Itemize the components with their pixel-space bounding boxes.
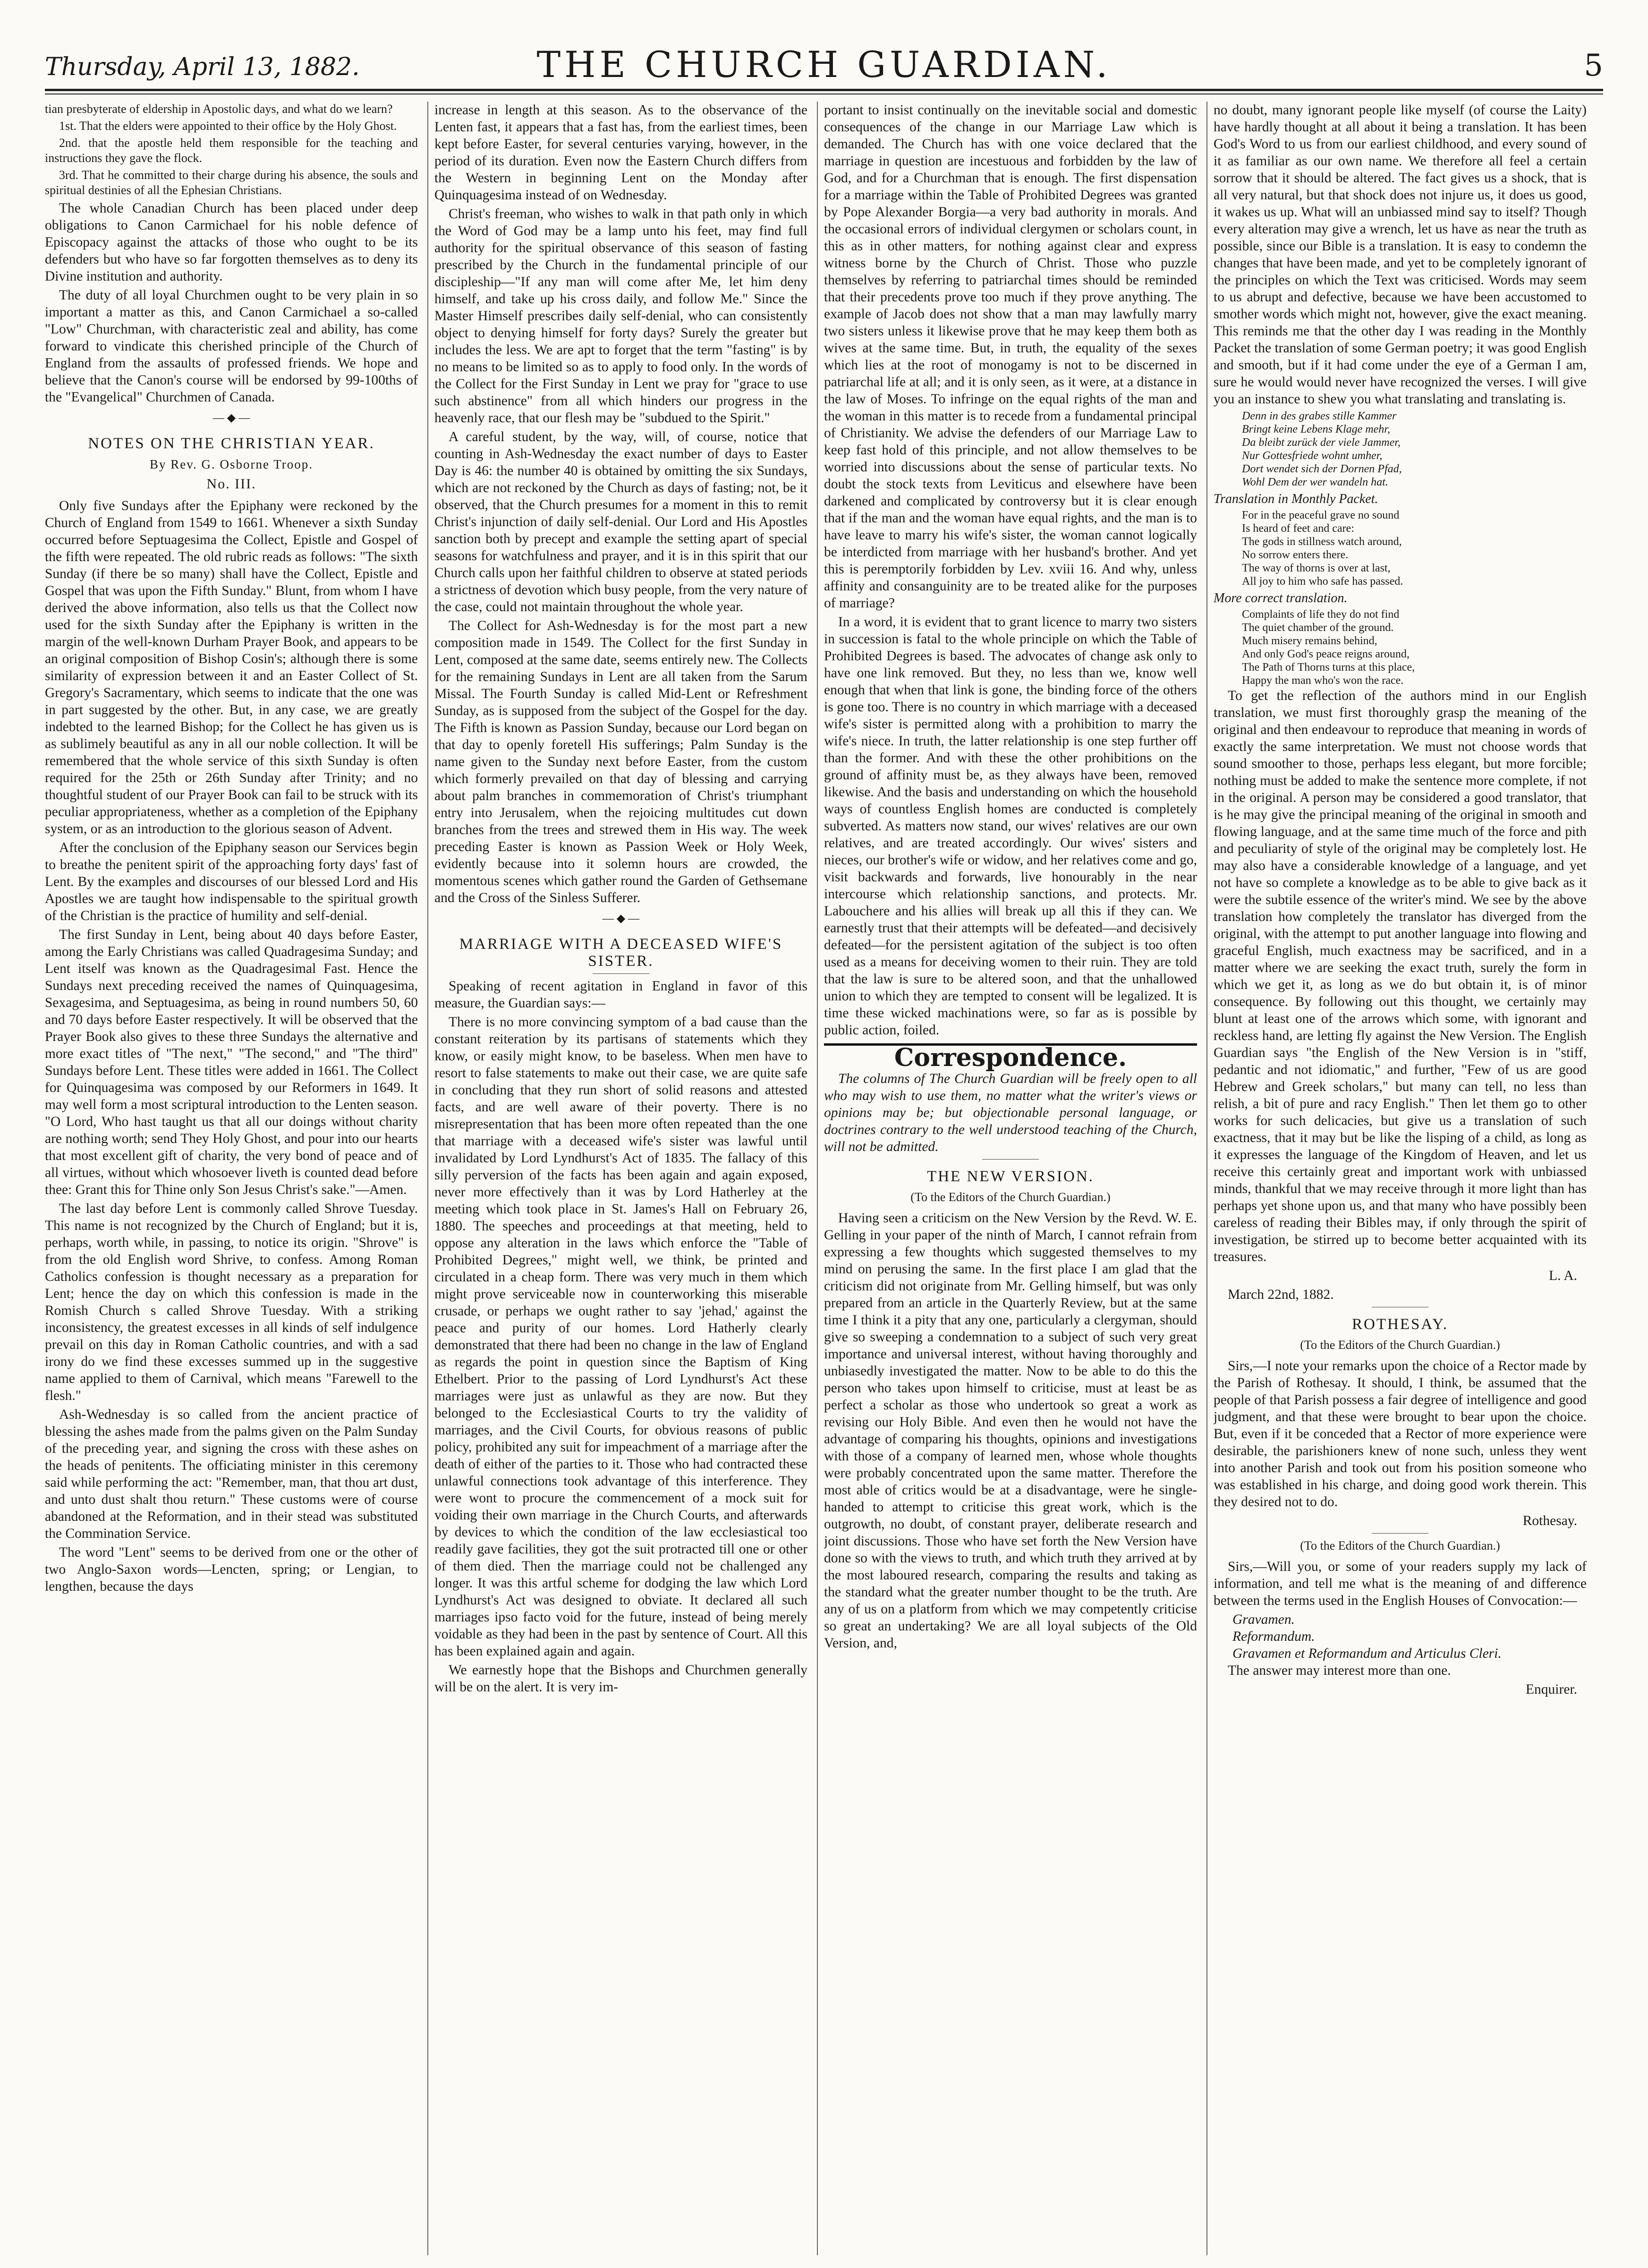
signature: Enquirer. <box>1526 1682 1577 1697</box>
page-number: 5 <box>1584 48 1603 83</box>
paragraph: Sirs,—Will you, or some of your readers supply my lack of information, and tell me what is the meaning of and difference between the terms used in the English Houses of Convocation:— <box>1214 1559 1587 1608</box>
paragraph: Only five Sundays after the Epiphany were reckoned by the Church of England from 1549 to 1661. Whenever a sixth Sunday occurred before Septuagesima the Collect, Epistle and Gospel of the fifth were repeated. The old rubric reads as follows: "The sixth Sunday (if there be so many) shall have the Collect, Epistle and Gospel that was upon the Fifth Sunday." Blunt, from whom I have derived the above information, also tells us that the Collect now used for the sixth Sunday after the Epiphany is written in the margin of the well-known Durham Prayer Book, and appears to be an original composition of Bishop Cosin's; although there is some similarity of expression between it and an Easter Collect of St. Gregory's Sacramentary, which seems to indicate that the one was in part suggested by the other. But, in any case, we are greatly indebted to the learned Bishop; for the Collect he has given us is as sublimely beautiful as any in all our noble collection. It will be remembered that the whole service of this sixth Sunday is often required for the 25th or 26th Sunday after Trinity; and no thoughtful student of our Prayer Book can fail to be struck with its peculiar appropriateness, whether as a completion of the Epiphany system, or as an introduction to the glorious season of Advent. <box>45 498 418 836</box>
paragraph: We earnestly hope that the Bishops and Churchmen generally will be on the alert. It is very im- <box>434 1663 807 1695</box>
column-1 <box>45 102 418 2255</box>
signature: L. A. <box>1549 1268 1577 1283</box>
divider <box>1372 1533 1428 1534</box>
ornament: — ◆ — <box>602 912 640 925</box>
paragraph: Speaking of recent agitation in England in favor of this measure, the Guardian says:— <box>434 979 807 1011</box>
byline: By Rev. G. Osborne Troop. <box>149 457 314 471</box>
paragraph: no doubt, many ignorant people like myself (of course the Laity) have hardly thought at all about it being a translation. It has been God's Word to us from our earliest childhood, and every sound of it as familiar as our own name. We therefore all feel a certain sorrow that it should be altered. The fact gives us a shock, that is all very natural, but that shock does not injure us, it does us good, it wakes us up. What will an unbiassed mind say to itself? Though every alteration may give a wrench, let us have as near the truth as possible, since our Bible is a translation. It is easy to condemn the changes that have been made, and yet to be completely ignorant of the principles on which the Text was criticised. Words may seem to us abrupt and defective, because we have been accustomed to smother words which might not, however, give the exact meaning. This reminds me that the other day I was reading in the Monthly Packet the translation of some German poetry; it was good English and smooth, but if it had come under the eye of a German I am, sure he would would never have recognized the verses. I will give you an instance to shew you what translating and translating is. <box>1214 102 1587 407</box>
point-3: 3rd. That he committed to their charge during his absence, the souls and spiritual destinies of all the Ephesian Christians. <box>45 168 418 197</box>
paragraph: There is no more convincing symptom of a bad cause than the constant reiteration by its partisans of statements which they know, or easily might know, to be baseless. When men have to resort to false statements to make out their case, we are quite safe in concluding that they run short of solid reasons and attested facts, and are well aware of their poverty. There is no misrepresentation that has been more often repeated than the one that marriage with a deceased wife's sister was lawful until invalidated by Lord Lyndhurst's Act of 1835. The fallacy of this silly perversion of the facts has been again and again exposed, never more effectively than it was by Lord Hatherley at the meeting which took place in St. James's Hall on February 26, 1880. The speeches and proceedings at that meeting, held to oppose any alteration in the laws which enforce the "Table of Prohibited Degrees," might well, we think, be printed and circulated in a cheap form. There was very much in them which might prove serviceable now in counterworking this miserable crusade, or perhaps we ought rather to say 'jehad,' against the peace and purity of our homes. Lord Hatherly clearly demonstrated that there had been no change in the law of England as regards the point in question since the Baptism of King Ethelbert. Prior to the passing of Lord Lyndhurst's Act these marriages were just as unlawful as they are now. But they belonged to the Ecclesiastical Courts to try the validity of marriages, and the Civil Courts, for obvious reasons of public policy, prohibited any suit for impeachment of a marriage after the death of either of the parties to it. Those who had contracted these unlawful connections took advantage of this interference. They were wont to procure the commencement of a mock suit for voiding their own marriage in the Church Courts, and afterwards by devices to which the condition of the law ecclesiastical too readily gave facilities, they got the suit protracted till one or other of them died. Then the marriage could not be challenged any longer. It was this artful scheme for dodging the law which Lord Lyndhurst's Act was designed to obviate. It declared all such marriages ipso facto void for the future, instead of being merely voidable as they had been in the past by sentence of Court. All this has been explained again and again. <box>434 1015 807 1659</box>
paragraph: After the conclusion of the Epiphany season our Services begin to breathe the penitent spirit of the approaching forty days' fast of Lent. By the examples and discourses of our blessed Lord and His Apostles we are taught how indispensable to the spiritual growth of the Christian is the practice of humility and self-denial. <box>45 840 418 923</box>
newspaper-title: THE CHURCH GUARDIAN. <box>536 43 1112 85</box>
article-heading: MARRIAGE WITH A DECEASED WIFE'S SISTER. <box>459 936 783 970</box>
point-2: 2nd. that the apostle held them responsible for the teaching and instructions they gave the flock. <box>45 136 418 165</box>
letter-date: March 22nd, 1882. <box>1228 1287 1334 1302</box>
paragraph: A careful student, by the way, will, of course, notice that counting in Ash-Wednesday the exact number of days to Easter Day is 46: the number 40 is obtained by omitting the six Sundays, which are not reckoned by the Church as days of fasting; not, be it observed, that the Church presumes for a moment in this to remit Christ's injunction of daily self-denial. Our Lord and His Apostles sanction both by precept and example the setting apart of special seasons for watchfulness and prayer, and it is in this spirit that our Church calls upon her faithful children to observe at stated periods a strictness of devotion which busy people, from the very nature of the case, could not maintain throughout the whole year. <box>434 429 807 614</box>
ornament: — ◆ — <box>212 412 250 424</box>
divider <box>593 973 649 974</box>
column-divider <box>1206 102 1207 2255</box>
paragraph: portant to insist continually on the inevitable social and domestic consequences of the change in our Marriage Law which is demanded. The Church has with one voice declared that the marriage in question are incestuous and forbidden by the law of God, and for a Churchman that is enough. The first dispensation for a marriage within the Table of Prohibited Degrees was granted by Pope Alexander Borgia—a very bad authority in morals. And the occasional errors of individual clergymen or scholars count, in this as in other matters, for nothing against clear and express witness borne by the Church of Christ. Those who puzzle themselves by referring to patriarchal times should be reminded that their precedents prove too much if they prove anything. The example of Jacob does not show that a man may lawfully marry two sisters unless it likewise prove that he may keep them both as wives at the same time. But, in truth, the equality of the sexes which lies at the root of monogamy is not to be discerned in patriarchal life at all; and it is only seen, as it were, at a distance in the law of Moses. To infringe on the equal rights of the man and the woman in this matter is to recede from a fundamental principal of Christianity. We advise the defenders of our Marriage Law to keep fast hold of this principle, and not allow themselves to be worried into discussions about the sense of particular texts. No doubt the stock texts from Leviticus and elsewhere have been darkened and complicated by controversy but it is clear enough that if the man and the woman have equal rights, and the man is to have leave to marry his wife's sister, the woman cannot logically be interdicted from marriage with her husband's brother. And yet this is peremptorily forbidden by Lev. xviii 16. And why, unless affinity and consanguinity are to be treated alike for the purposes of marriage? <box>824 102 1197 611</box>
paragraph: The whole Canadian Church has been placed under deep obligations to Canon Carmichael for his noble defence of Episcopacy against the attacks of those who ought to be its defenders but who have so far forgotten themselves as to deny its Divine institution and authority. <box>45 201 418 284</box>
german-verse: Denn in des grabes stille Kammer Bringt keine Lebens Klage mehr, Da bleibt zurück der viele Jammer, Nur Gottesfriede wohnt umher, Dort wendet sich der Dornen Pfad, Wohl Dem der wer wandeln hat. <box>1242 410 1402 488</box>
paragraph: Sirs,—I note your remarks upon the choice of a Rector made by the Parish of Rothesay. It should, I think, be assumed that the people of that Parish possess a fair degree of intelligence and good judgment, and that these were brought to bear upon the choice. But, even if it be conceded that a Rector of more experience were desirable, the parishioners knew of none such, unless they went into another Parish and took out from his position someone who was established in his charge, and doing good work therein. This they desired not to do. <box>1214 1358 1587 1509</box>
article-heading: NOTES ON THE CHRISTIAN YEAR. <box>88 435 375 452</box>
paragraph: The duty of all loyal Churchmen ought to be very plain in so important a matter as this, and Canon Carmichael a so-called "Low" Churchman, with characteristic zeal and ability, has come forward to vindicate this cherished principle of the Church of England from the assaults of professed friends. We hope and believe that the Canon's course will be endorsed by 99-100ths of the "Evangelical" Churchmen of Canada. <box>45 288 418 405</box>
verse-title: Translation in Monthly Packet. <box>1214 492 1378 506</box>
point-1: 1st. That the elders were appointed to their office by the Holy Ghost. <box>59 119 397 133</box>
column-2 <box>434 102 807 2255</box>
translation-verse: Complaints of life they do not find The quiet chamber of the ground. Much misery remains behind, And only God's peace reigns around, The Path of Thorns turns at this place, Happy the man who's won the race. <box>1242 608 1415 687</box>
article-heading: ROTHESAY. <box>1352 1316 1448 1333</box>
verse-title: More correct translation. <box>1214 591 1348 605</box>
masthead-rule <box>45 89 1603 91</box>
translation-verse: For in the peaceful grave no sound Is heard of feet and care: The gods in stillness watch around, No sorrow enters there. The way of thorns is over at last, All joy to him who safe has passed. <box>1242 509 1403 588</box>
term: Gravamen. <box>1232 1612 1295 1627</box>
article-subheading: No. III. <box>206 476 256 492</box>
paragraph: increase in length at this season. As to the observance of the Lenten fast, it appears that a fast has, from the earliest times, been kept before Easter, for several centuries varying, however, in the period of its duration. Even now the Eastern Church differs from the Western in beginning Lent on the Monday after Quinquagesima instead of on Wednesday. <box>434 102 807 203</box>
editor-note: (To the Editors of the Church Guardian.) <box>1300 1338 1500 1352</box>
paragraph: The word "Lent" seems to be derived from one or the other of two Anglo-Saxon words—Lencten, spring; or Lengian, to lengthen, because the days <box>45 1545 418 1594</box>
paragraph: The Collect for Ash-Wednesday is for the most part a new composition made in 1549. The Collect for the first Sunday in Lent, composed at the same date, seems entirely new. The Collects for the remaining Sundays in Lent are all taken from the Sarum Missal. The Fourth Sunday is called Mid-Lent or Refreshment Sunday, as is supposed from the subject of the Gospel for the day. The Fifth is known as Passion Sunday, because our Lord began on that day to openly foretell His sufferings; Palm Sunday is the name given to the Sunday next before Easter, from the custom which formerly prevailed on that day of blessing and carrying about palm branches in commemoration of Christ's triumphant entry into Jerusalem, when the rejoicing multitudes cut down branches from the trees and strewed them in His way. The week preceding Easter is known as Passion Week or Holy Week, evidently because into it solemn hours are crowded, the momentous scenes which gather round the Garden of Gethsemane and the Cross of the Sinless Sufferer. <box>434 618 807 905</box>
paragraph: Having seen a criticism on the New Version by the Revd. W. E. Gelling in your paper of the ninth of March, I cannot refrain from expressing a few thoughts which suggested themselves to my mind on perusing the same. In the first place I am glad that the criticism did not originate from Mr. Gelling himself, but was only prepared from an article in the Quarterly Review, but at the same time I think it a pity that any one, particularly a clergyman, should give so sweeping a condemnation to a subject of such very great importance and universal interest, without having thoroughly and unbiasedly investigated the matter. Now to be able to do this the person who takes upon himself to criticise, must at least be as perfect a scholar as those who undertook so great a work as revising our Holy Bible. And even then he would not have the advantage of comparing his thoughts, opinions and investigations with those of a company of learned men, whose whole thoughts were probably concentrated upon the same matter. Therefore the most able of critics would be at a disadvantage, were he single-handed to attempt to criticise this great work, which is the outgrowth, no doubt, of constant prayer, deliberate research and joint discussions. Those who have set forth the New Version have done so with the views to truth, and which truth they arrived at by the most laboured research, comparing the results and taking as the standard what the greater number thought to be the truth. Are any of us on a platform from which we may competently criticise so great an undertaking? We are all loyal subjects of the Old Version, and, <box>824 1211 1197 1651</box>
divider <box>982 1159 1039 1160</box>
paragraph: The first Sunday in Lent, being about 40 days before Easter, among the Early Christians was called Quadragesima Sunday; and Lent itself was known as the Quadragesimal Fast. Hence the Sundays next preceding received the names of Quinquagesima, Sexagesima, and Septuagesima, as being in round numbers 50, 60 and 70 days before Easter respectively. It will be observed that the Prayer Book also gives to these three Sundays the alternative and more exact titles of "The next," "The second," and "The third" Sundays before Lent. These titles were added in 1661. The Collect for Quinquagesima was composed by our Reformers in 1649. It may well form a most scriptural introduction to the Lenten season. "O Lord, Who hast taught us that all our doings without charity are nothing worth; send They Holy Ghost, and pour into our hearts that most excellent gift of charity, the very bond of peace and of all virtues, without which whosoever liveth is counted dead before thee: Grant this for Thine only Son Jesus Christ's sake."—Amen. <box>45 927 418 1197</box>
article-heading: THE NEW VERSION. <box>927 1168 1094 1185</box>
paragraph: The last day before Lent is commonly called Shrove Tuesday. This name is not recognized by the Church of England; but it is, perhaps, worth while, in passing, to notice its origin. "Shrove" is from the old English word Shrive, to confess. Among Roman Catholics confession is thought necessary as a preparation for Lent; hence the day on which this confession is made in the Romish Church s called Shrove Tuesday. With a striking inconsistency, the greatest excesses in all kinds of self indulgence prevail on this day in Roman Catholic countries, and with a sad irony do we find these excesses summed up in the suggestive name applied to them of Carnival, which means "Farewell to the flesh." <box>45 1201 418 1403</box>
paragraph: In a word, it is evident that to grant licence to marry two sisters in succession is fatal to the whole principle on which the Table of Prohibited Degrees is based. The advocates of change ask only to have one link removed. But they, no less than we, know well enough that when that link is gone, the binding force of the others is gone too. There is no country in which marriage with a deceased wife's sister is permitted along with a prohibition to marry the wife's niece. In truth, the latter relationship is one step further off than the former. And with these the other prohibitions on the ground of affinity must be, as they always have been, removed likewise. And the basis and understanding on which the household ways of countless English homes are conducted is completely subverted. As matters now stand, our wives' relatives are our own relatives, and are treated accordingly. Our wives' sisters and nieces, our brother's wife or widow, and her relatives come and go, visit backwards and forwards, live honourably in the near intercourse which relationship sanctions, and protects. Mr. Labouchere and his allies will break up all this if they can. We earnestly trust that their attempts will be defeated—and decisively defeated—for the persistent agitation of the subject is too often used as a means for deceiving women to their ruin. They are told that the law is sure to be altered soon, and that the unhallowed union to which they are tempted to consent will be legalized. It is time these wicked machinations were, so far as is possible by public action, foiled. <box>824 614 1197 1038</box>
paragraph: The answer may interest more than one. <box>1228 1663 1451 1678</box>
continued-text: tian presbyterate of eldership in Apostolic days, and what do we learn? <box>45 102 393 116</box>
signature: Rothesay. <box>1522 1513 1577 1528</box>
paragraph: Christ's freeman, who wishes to walk in that path only in which the Word of God may be a lamp unto his feet, may find full authority for the spiritual observance of this season of fasting prescribed by the Church in the fundamental principle of our discipleship—"If any man will come after Me, let him deny himself, and take up his cross daily, and follow Me." Since the Master Himself prescribes daily self-denial, who can consistently object to denying himself for forty days? Surely the greater but includes the less. We are apt to forget that the term "fasting" is by no means to be limited so as to apply to food only. In the words of the Collect for the First Sunday in Lent we pray for "grace to use such abstinence" from all which hinders our progress in the heavenly race, that our flesh may be "subdued to the Spirit." <box>434 206 807 426</box>
editor-note: (To the Editors of the Church Guardian.) <box>910 1190 1111 1204</box>
paragraph: To get the reflection of the authors mind in our English translation, we must first thoroughly grasp the meaning of the original and then endeavour to reproduce that meaning in words of exactly the same interpretation. We must not choose words that sound smoother to those, perhaps less elegant, but more forcible; nothing must be added to make the sentence more complete, if not in the original. A person may be considered a good translator, that is he may give the principal meaning of the original in smooth and flowing language, and at the same time much of the force and pith and peculiarity of style of the original may be completely lost. He may also have a considerable knowledge of a language, and yet not have so complete a knowledge as to be able to give back as it were the subtile essence of the writer's mind. We see by the above translation how completely the translator has diverged from the original, with the attempt to put another language into flowing and graceful English, much exactness may be sacrificed, and in a matter where we are seeking the exact truth, surely the form in which we get it, as long as we do but obtain it, is of minor consequence. By following out this thought, we certainly may blunt at least one of the arrows which some, with ignorant and reckless hand, are letting fly against the New Version. The English Guardian says "the English of the New Version is in "stiff, pedantic and not idiomatic," and further, "Few of us are good Hebrew and Greek scholars," but many can tell, no less than relish, a bit of pure and racy English." Then let them go to other works for such delicacies, but give us a translation of such exactness, that it may but be like the lisping of a child, as long as it expresses the language of the Kingdom of Heaven, and let us receive this certainly great and important work with unbiassed minds, thankful that we may receive through it more light than has perhaps yet shone upon us, and that many who have possibly been careless of reading their Bibles may, if only through the spirit of investigation, be stirred up to become better acquainted with its treasures. <box>1214 688 1587 1264</box>
masthead <box>45 43 1603 86</box>
editor-note: (To the Editors of the Church Guardian.) <box>1300 1539 1500 1552</box>
term: Gravamen et Reformandum and Articulus Cleri. <box>1232 1646 1502 1661</box>
paragraph: Ash-Wednesday is so called from the ancient practice of blessing the ashes made from the palms given on the Palm Sunday of the preceding year, and signing the cross with these ashes on the heads of penitents. The officiating minister in this ceremony said while performing the act: "Remember, man, that thou art dust, and unto dust shalt thou return." These customs were of course abandoned at the Reformation, and in their stead was substituted the Commination Service. <box>45 1407 418 1541</box>
column-divider <box>817 102 818 2255</box>
term: Reformandum. <box>1232 1629 1315 1644</box>
column-4 <box>1214 102 1587 2255</box>
issue-date: Thursday, April 13, 1882. <box>45 53 360 81</box>
column-divider <box>427 102 428 2255</box>
disclaimer: The columns of The Church Guardian will be freely open to all who may wish to use them, no matter what the writer's views or opinions may be; but objectionable personal language, or doctrines contrary to the well understood teaching of the Church, will not be admitted. <box>824 1071 1197 1154</box>
section-heading: Correspondence. <box>894 1043 1127 1072</box>
column-3 <box>824 102 1197 2255</box>
